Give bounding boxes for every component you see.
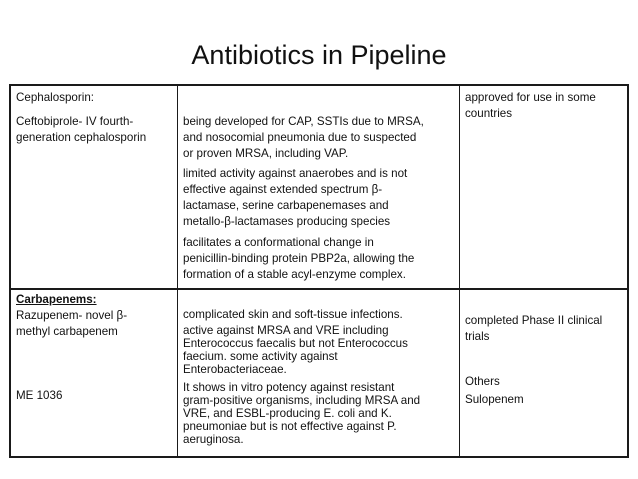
ceftobiprole-indication-line1: being developed for CAP, SSTIs due to MRSA, [183,115,424,128]
sulopenem-label: Sulopenem [465,393,524,406]
me1036-label: ME 1036 [16,389,63,402]
ceftobiprole-line2: generation cephalosporin [16,131,147,144]
carbapenems-heading: Carbapenems: [16,293,97,306]
ceftobiprole-limitation-line4: metallo-β-lactamases producing species [183,215,391,228]
razupenem-activity-line3: faecium. some activity against [183,350,338,363]
ceftobiprole-mechanism-line1: facilitates a conformational change in [183,236,374,249]
ceftobiprole-limitation-line2: effective against extended spectrum β- [183,183,383,196]
razupenem-activity-line4: Enterobacteriaceae. [183,363,287,376]
cephalosporin-heading: Cephalosporin: [16,91,94,104]
me1036-potency-line5: aeruginosa. [183,433,244,446]
ceftobiprole-indication-line2: and nosocomial pneumonia due to suspected [183,131,417,144]
ceftobiprole-mechanism-line3: formation of a stable acyl-enzyme complex. [183,268,406,281]
razupenem-activity-line2: Enterococcus faecalis but not Enterococcus [183,337,408,350]
slide-title: Antibiotics in Pipeline [191,40,447,70]
razupenem-line2: methyl carbapenem [16,325,118,338]
column-divider [177,86,178,456]
me1036-potency-line2: gram-positive organisms, including MRSA and [183,394,421,407]
column-divider [459,86,460,456]
me1036-potency-line4: pneumoniae but is not effective against P. [183,420,397,433]
razupenem-activity-line1: active against MRSA and VRE including [183,324,389,337]
others-label: Others [465,375,500,388]
ceftobiprole-status-line2: countries [465,107,513,120]
ceftobiprole-limitation-line3: lactamase, serine carbapenemases and [183,199,389,212]
razupenem-status-line2: trials [465,330,490,343]
me1036-potency-line1: It shows in vitro potency against resistant [183,381,395,394]
razupenem-status-line1: completed Phase II clinical [465,314,603,327]
antibiotics-table [9,84,629,458]
ceftobiprole-mechanism-line2: penicillin-binding protein PBP2a, allowing the [183,252,415,265]
ceftobiprole-status-line1: approved for use in some [465,91,596,104]
me1036-potency-line3: VRE, and ESBL-producing E. coli and K. [183,407,392,420]
razupenem-indication: complicated skin and soft-tissue infections. [183,308,403,321]
row-divider [11,288,627,290]
ceftobiprole-limitation-line1: limited activity against anaerobes and is not [183,167,408,180]
ceftobiprole-indication-line3: or proven MRSA, including VAP. [183,147,349,160]
razupenem-line1: Razupenem- novel β- [16,309,128,322]
ceftobiprole-line1: Ceftobiprole- IV fourth- [16,115,134,128]
